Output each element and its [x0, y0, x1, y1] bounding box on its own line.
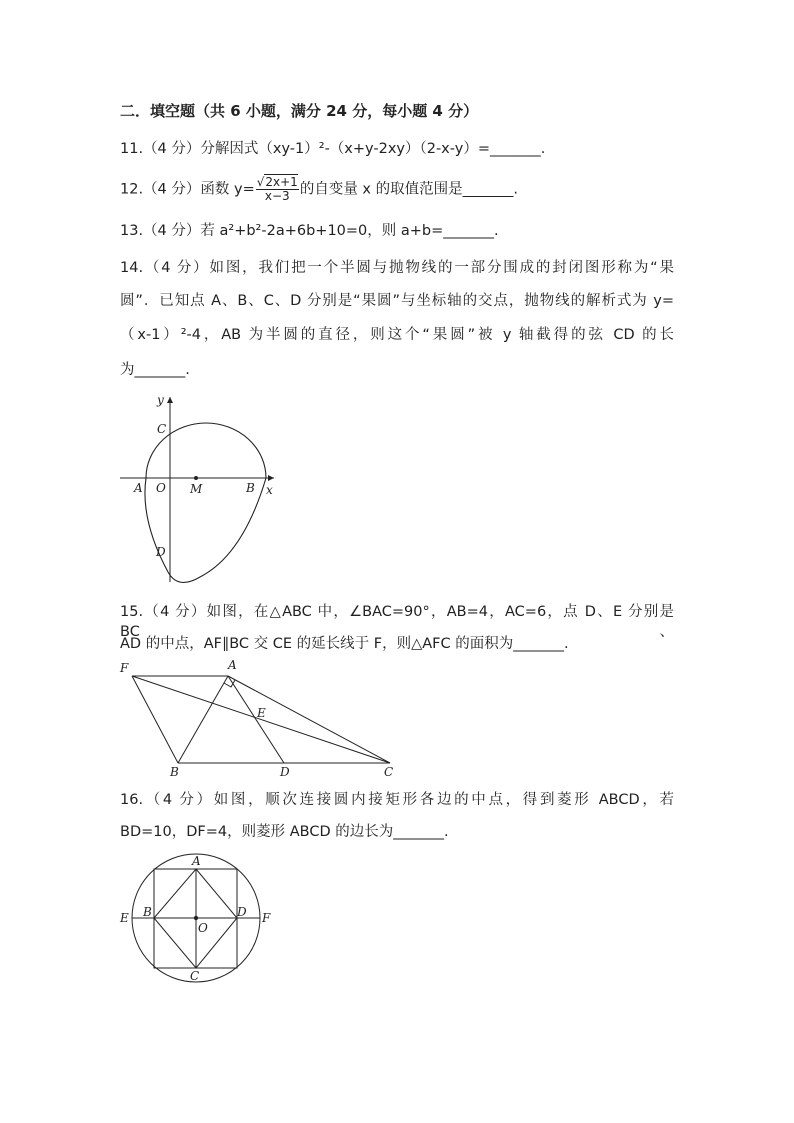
label-f: F — [120, 661, 129, 675]
label-b: B — [170, 765, 179, 779]
question-12-suffix: 的自变量 x 的取值范围是_______. — [299, 181, 518, 198]
question-14-line-4: 为_______. — [120, 362, 190, 378]
question-15-line-2: AD 的中点，AF∥BC 交 CE 的延长线于 F，则△AFC 的面积为_______. — [120, 636, 569, 652]
label-c: C — [190, 969, 200, 983]
question-11: 11.（4 分）分解因式（xy-1）²-（x+y-2xy）（2-x-y）=_______. — [120, 141, 546, 157]
label-d: D — [237, 905, 247, 919]
question-16-line-1: 16.（4 分）如图，顺次连接圆内接矩形各边的中点，得到菱形 ABCD，若 — [120, 792, 674, 808]
question-14-line-1: 14.（4 分）如图，我们把一个半圆与抛物线的一部分围成的封闭图形称为“果 — [120, 260, 674, 276]
label-x: x — [266, 483, 273, 497]
label-b: B — [246, 481, 255, 495]
label-e: E — [120, 911, 129, 925]
label-a: A — [192, 854, 201, 868]
label-b: B — [143, 905, 152, 919]
label-c: C — [384, 765, 394, 779]
radicand: 2x+1 — [265, 175, 298, 189]
label-a: A — [228, 658, 237, 672]
denominator: x−3 — [264, 189, 290, 203]
question-13: 13.（4 分）若 a²+b²-2a+6b+10=0，则 a+b=_______. — [120, 223, 499, 239]
label-o: O — [156, 481, 166, 495]
label-y: y — [157, 393, 164, 407]
label-o: O — [198, 921, 208, 935]
question-15-line-1: 15.（4 分）如图，在△ABC 中，∠BAC=90°，AB=4，AC=6，点 D、E 分别是 BC、 — [120, 604, 674, 640]
label-d: D — [156, 545, 166, 559]
question-12-prefix: 12.（4 分）函数 y= — [120, 181, 255, 198]
label-m: M — [190, 482, 203, 496]
section-title: 二．填空题（共 6 小题，满分 24 分，每小题 4 分） — [120, 102, 479, 120]
label-c: C — [157, 422, 167, 436]
center-point-o — [194, 916, 198, 920]
label-e: E — [257, 706, 266, 720]
label-a: A — [134, 481, 143, 495]
label-f: F — [262, 911, 271, 925]
question-14-line-2: 圆”．已知点 A、B、C、D 分别是“果圆”与坐标轴的交点，抛物线的解析式为 y= — [120, 293, 674, 309]
sqrt-sign: √ — [256, 175, 265, 189]
question-16-line-2: BD=10，DF=4，则菱形 ABCD 的边长为_______. — [120, 824, 449, 840]
label-d: D — [280, 765, 290, 779]
question-14-line-3: （x-1）²-4，AB 为半圆的直径，则这个“果圆”被 y 轴截得的弦 CD 的长 — [120, 327, 674, 343]
